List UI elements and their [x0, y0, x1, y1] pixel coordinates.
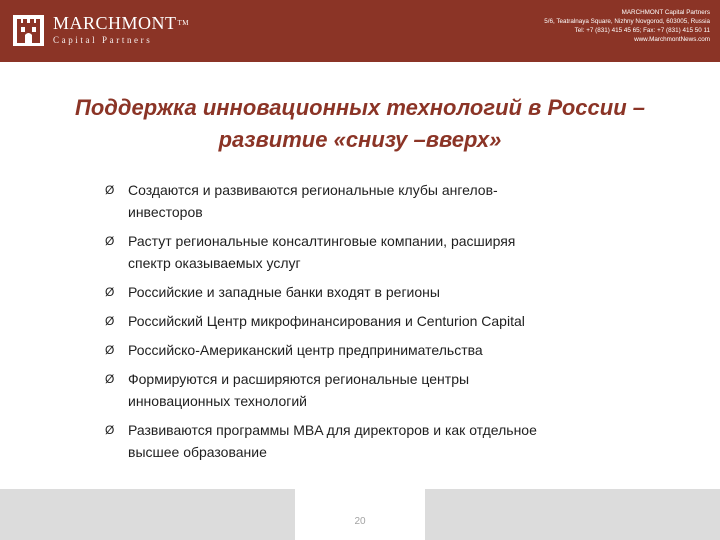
- page-number: 20: [354, 516, 366, 527]
- bullet-arrow-icon: Ø: [105, 343, 115, 357]
- bullet-text-line-1: Растут региональные консалтинговые компании, расширяя: [128, 233, 516, 249]
- bullet-text-line-1: Создаются и развиваются региональные клубы ангелов-: [128, 182, 498, 198]
- page-number-box: [295, 489, 425, 540]
- bullet-arrow-icon: Ø: [105, 372, 115, 386]
- logo-subtitle: Capital Partners: [53, 35, 153, 45]
- logo-wordmark: MARCHMONT™: [53, 13, 190, 33]
- bullet-text-line-2: высшее образование: [128, 444, 267, 460]
- slide-title: [40, 92, 680, 156]
- company-logo: [13, 14, 189, 46]
- bullet-arrow-icon: Ø: [105, 183, 115, 197]
- bullet-text-line-2: спектр оказываемых услуг: [128, 255, 301, 271]
- bullet-arrow-icon: Ø: [105, 234, 115, 248]
- castle-logo-icon: [13, 15, 44, 46]
- header-bar: [0, 0, 720, 62]
- bullet-text-line-1: Развиваются программы MBA для директоров и как отдельное: [128, 422, 537, 438]
- bullet-text-line-1: Формируются и расширяются региональные центры: [128, 371, 470, 387]
- trademark-sign: TM: [177, 19, 190, 27]
- bullet-text-line-1: Российско-Американский центр предпринимательства: [128, 342, 483, 358]
- slide-title-line-1: Поддержка инновационных технологий в России –: [75, 95, 645, 120]
- bullet-arrow-icon: Ø: [105, 423, 115, 437]
- bullet-text-line-1: Российский Центр микрофинансирования и Centurion Capital: [128, 313, 525, 329]
- contact-block: [544, 8, 710, 44]
- bullet-item: [105, 419, 625, 463]
- bullet-item: [105, 310, 625, 332]
- bullet-item: [105, 339, 625, 361]
- bullet-arrow-icon: Ø: [105, 314, 115, 328]
- bullet-item: [105, 230, 625, 274]
- bullet-text-line-2: инвесторов: [128, 204, 203, 220]
- bullet-arrow-icon: Ø: [105, 285, 115, 299]
- bullet-text-line-2: инновационных технологий: [128, 393, 307, 409]
- contact-address: 5/6, Teatralnaya Square, Nizhny Novgorod, 603005, Russia: [544, 18, 710, 25]
- contact-phone: Tel: +7 (831) 415 45 65; Fax: +7 (831) 415 50 11: [574, 27, 710, 34]
- slide-title-line-2: развитие «снизу –вверх»: [218, 127, 502, 152]
- bullet-item: [105, 368, 625, 412]
- bullet-item: [105, 179, 625, 223]
- contact-company: MARCHMONT Capital Partners: [621, 9, 710, 16]
- bullet-list: [105, 179, 625, 463]
- bullet-text-line-1: Российские и западные банки входят в регионы: [128, 284, 440, 300]
- contact-website: www.MarchmontNews.com: [634, 36, 710, 43]
- bullet-item: [105, 281, 625, 303]
